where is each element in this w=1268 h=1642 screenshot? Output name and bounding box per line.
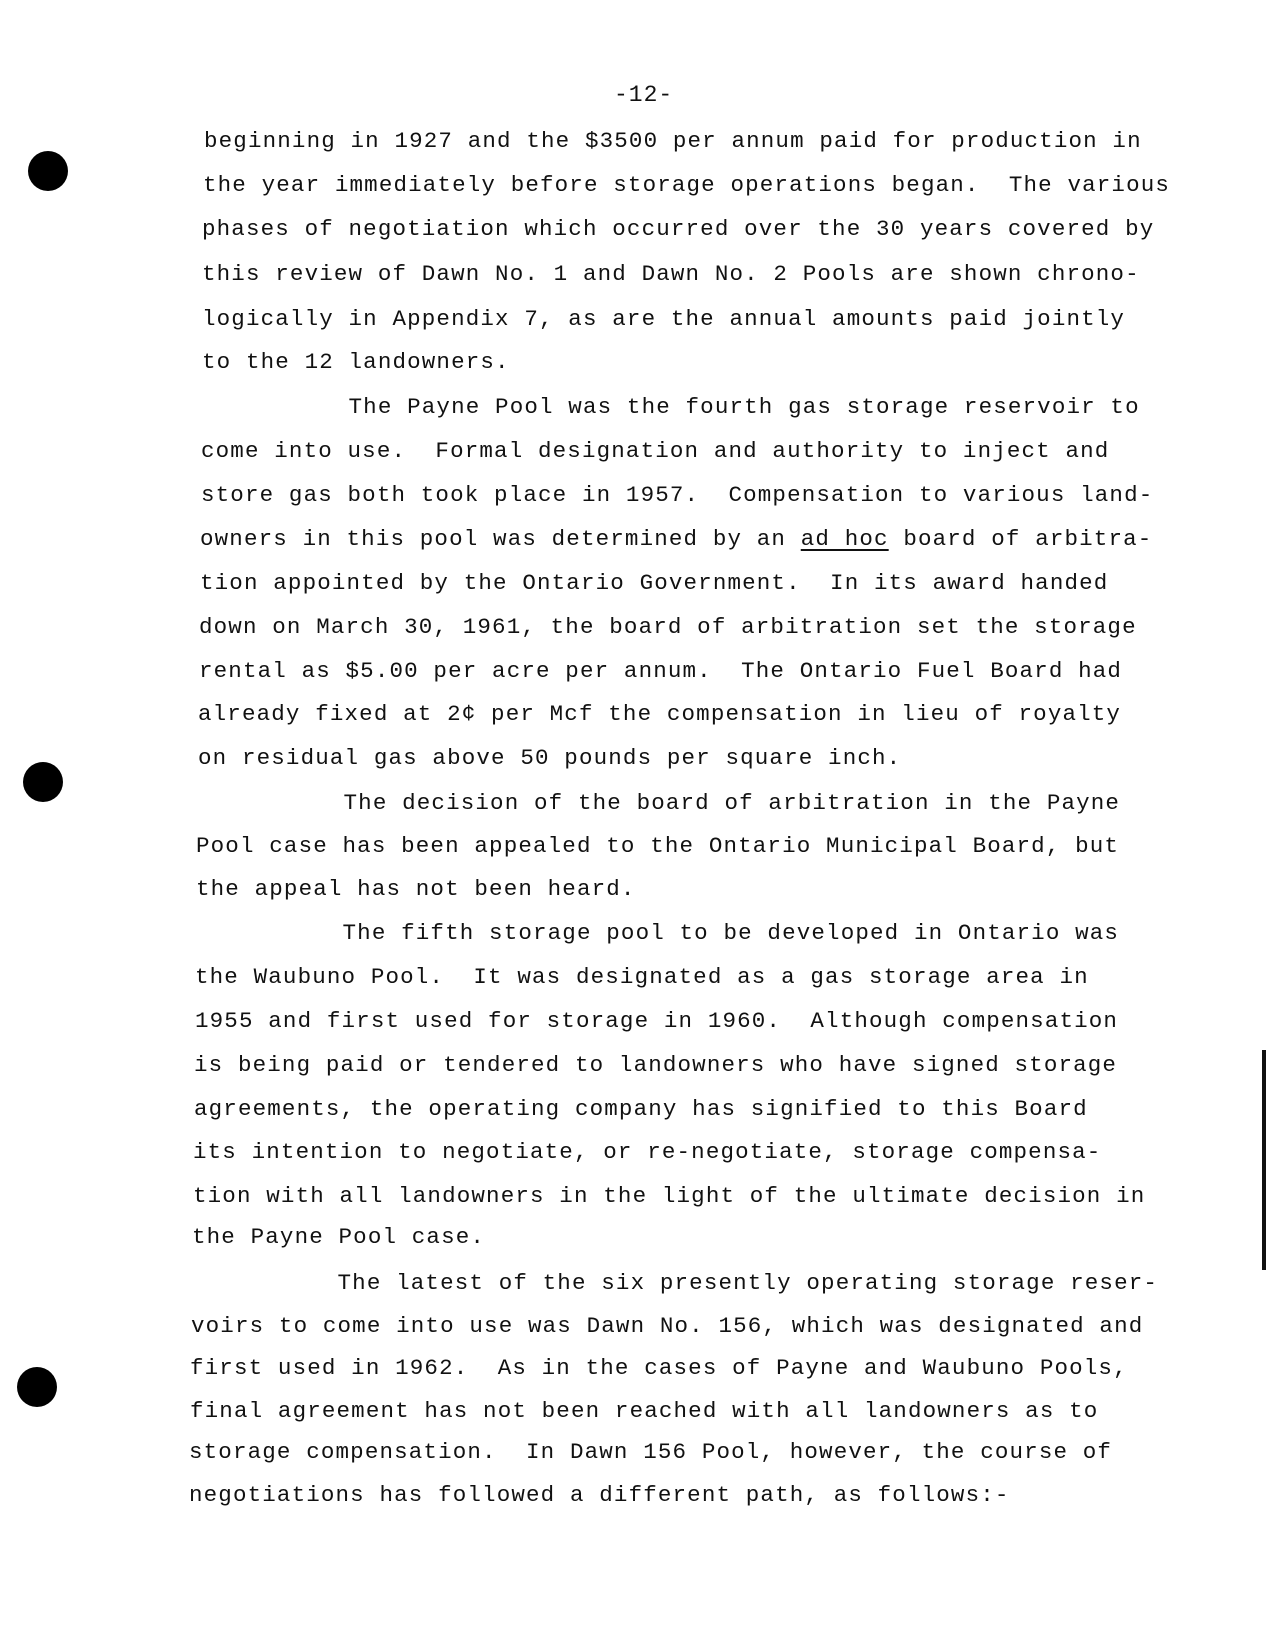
text-line: logically in Appendix 7, as are the annual amounts paid jointly bbox=[202, 306, 1126, 332]
text-line: final agreement has not been reached with all landowners as to bbox=[190, 1398, 1099, 1424]
text-line: The decision of the board of arbitration in the Payne bbox=[197, 790, 1121, 816]
text-line: tion appointed by the Ontario Government. In its award handed bbox=[200, 570, 1109, 596]
text-line: down on March 30, 1961, the board of arbitration set the storage bbox=[199, 614, 1137, 640]
text-line: to the 12 landowners. bbox=[202, 349, 510, 375]
text-line: this review of Dawn No. 1 and Dawn No. 2 Pools are shown chrono- bbox=[202, 261, 1140, 287]
punch-hole bbox=[28, 151, 68, 191]
edge-mark bbox=[1262, 1050, 1266, 1270]
text-line: already fixed at 2¢ per Mcf the compensation in lieu of royalty bbox=[198, 701, 1122, 727]
punch-hole bbox=[17, 1367, 57, 1407]
text-line: on residual gas above 50 pounds per square inch. bbox=[198, 745, 902, 771]
text-line: negotiations has followed a different path, as follows:- bbox=[189, 1482, 1010, 1508]
text-line: is being paid or tendered to landowners who have signed storage bbox=[194, 1052, 1118, 1078]
text-line: Pool case has been appealed to the Ontario Municipal Board, but bbox=[196, 833, 1120, 859]
text-line bbox=[200, 524, 1152, 554]
text-line: the Waubuno Pool. It was designated as a gas storage area in bbox=[195, 964, 1089, 990]
text-segment: owners in this pool was determined by an bbox=[200, 526, 801, 552]
punch-hole bbox=[23, 762, 63, 802]
page-number: -12- bbox=[614, 82, 674, 108]
text-line: The Payne Pool was the fourth gas storage reservoir to bbox=[202, 394, 1140, 420]
text-line: first used in 1962. As in the cases of Payne and Waubuno Pools, bbox=[190, 1355, 1128, 1381]
text-line: agreements, the operating company has signified to this Board bbox=[194, 1096, 1088, 1122]
text-line: The latest of the six presently operating storage reser- bbox=[191, 1270, 1159, 1296]
text-line: the Payne Pool case. bbox=[192, 1224, 486, 1250]
text-line: the appeal has not been heard. bbox=[196, 876, 636, 902]
underlined-phrase: ad hoc bbox=[800, 526, 889, 552]
text-line: 1955 and first used for storage in 1960. Although compensation bbox=[195, 1008, 1119, 1034]
text-line: the year immediately before storage operations began. The various bbox=[203, 172, 1171, 198]
text-line: storage compensation. In Dawn 156 Pool, however, the course of bbox=[189, 1439, 1113, 1465]
text-line: its intention to negotiate, or re-negotiate, storage compensa- bbox=[193, 1139, 1102, 1165]
text-line: rental as $5.00 per acre per annum. The Ontario Fuel Board had bbox=[199, 658, 1123, 684]
text-line: phases of negotiation which occurred over the 30 years covered by bbox=[202, 216, 1155, 242]
text-line: voirs to come into use was Dawn No. 156, which was designated and bbox=[191, 1313, 1144, 1339]
text-segment: board of arbitra- bbox=[888, 526, 1153, 552]
text-line: store gas both took place in 1957. Compensation to various land- bbox=[201, 482, 1154, 508]
text-line: beginning in 1927 and the $3500 per annum paid for production in bbox=[204, 128, 1142, 154]
text-line: The fifth storage pool to be developed in Ontario was bbox=[196, 920, 1120, 946]
text-line: come into use. Formal designation and authority to inject and bbox=[201, 438, 1110, 464]
text-line: tion with all landowners in the light of the ultimate decision in bbox=[193, 1183, 1146, 1209]
